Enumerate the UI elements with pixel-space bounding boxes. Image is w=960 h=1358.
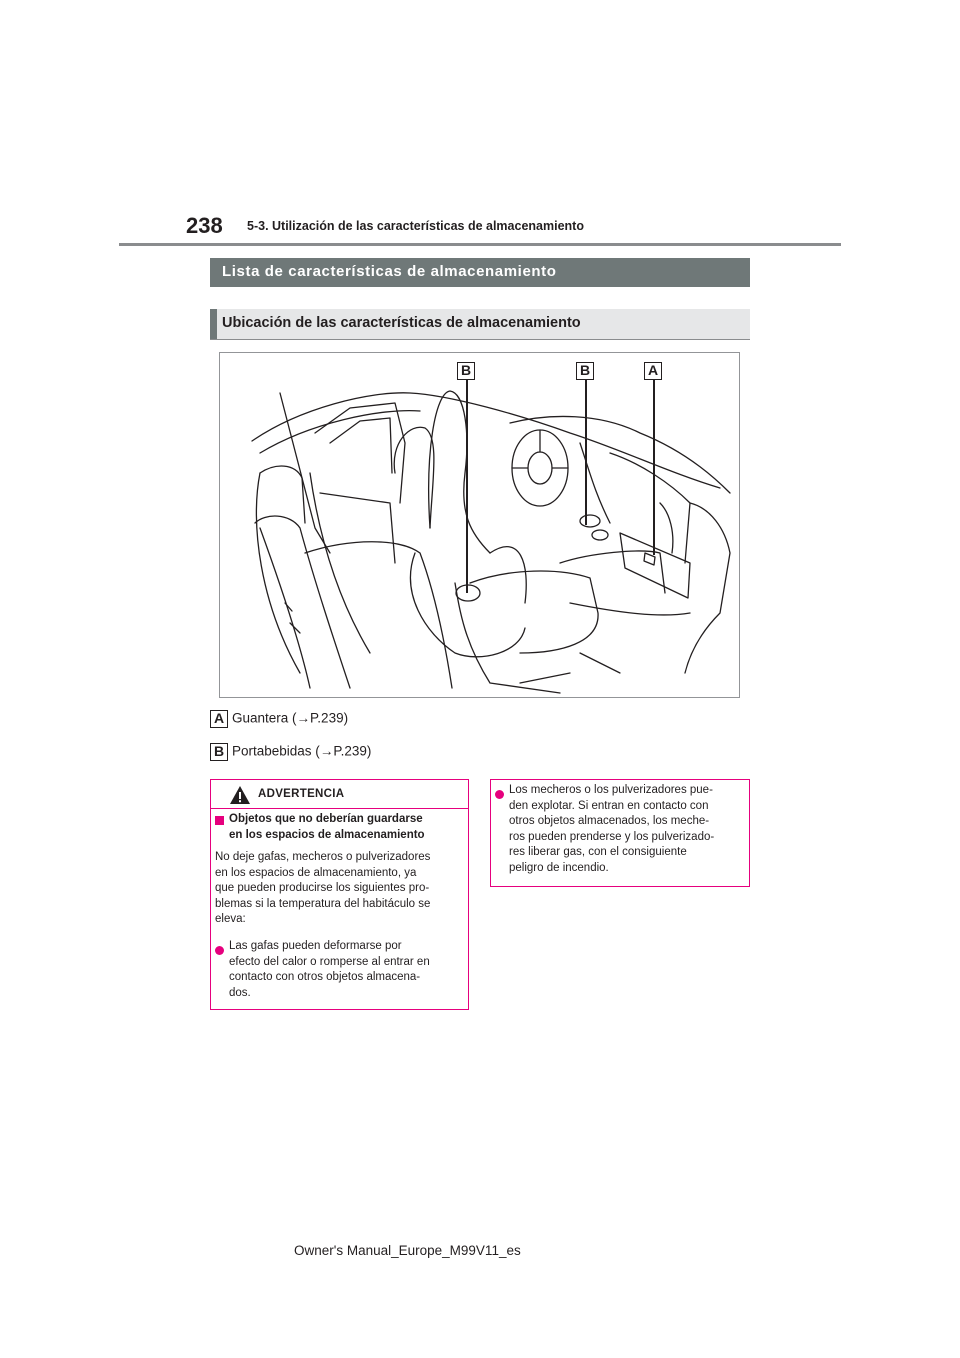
callout-leader-a [653,379,655,555]
subsection-title: Ubicación de las características de almacenamiento [222,315,581,331]
legend-item-cupholder [210,743,371,761]
car-interior-icon [220,353,739,697]
arrow-icon: → [296,710,311,726]
chapter-title: 5-3. Utilización de las características de almacenamiento [247,219,584,233]
legend-text: Guantera ( [232,710,297,726]
page-number: 238 [186,213,223,238]
arrow-icon: → [319,743,334,759]
warning-subtitle: Objetos que no deberían guardarse en los espacios de almacenamiento [229,813,425,841]
bullet-circle-1 [215,942,224,960]
legend-item-glovebox [210,710,348,728]
circle-bullet-icon [215,946,224,955]
circle-bullet-icon [495,790,504,799]
legend-key: A [210,710,228,728]
warning-triangle-icon [229,785,251,805]
bullet-circle-2 [495,786,504,804]
warning-bullet-2: Los mecheros o los pulverizadores pue- den explotar. Si entran en contacto con otros objetos almacenados, los meche- ros pueden prenderse y los pulverizado- res liberar gas, con el consiguiente peligro de incendio. [509,784,715,874]
callout-leader-b2 [585,379,587,525]
warning-title: ADVERTENCIA [258,788,345,800]
section-title: Lista de características de almacenamiento [222,263,557,280]
legend-ref[interactable]: P.239) [310,710,349,726]
legend-key: B [210,743,228,761]
callout-label-b: B [457,362,475,380]
legend-ref[interactable]: P.239) [333,743,372,759]
callout-label-b: B [576,362,594,380]
car-interior-figure [219,352,740,698]
legend-text: Portabebidas ( [232,743,320,759]
warning-intro: No deje gafas, mecheros o pulverizadores en los espacios de almacenamiento, ya que pueden producirse los siguientes pro- blemas si la temperatura del habitáculo se eleva: [215,851,431,925]
warning-bullet-1: Las gafas pueden deformarse por efecto del calor o romperse al entrar en contacto con otros objetos almacena- dos. [229,940,430,999]
subsection-rule [210,339,750,340]
callout-label-a: A [644,362,662,380]
square-bullet-icon [215,816,224,825]
footer-manual-id: Owner's Manual_Europe_M99V11_es [294,1243,521,1258]
warning-bullet-square [215,815,224,831]
callout-leader-b1 [466,379,468,593]
header-rule [119,243,841,246]
